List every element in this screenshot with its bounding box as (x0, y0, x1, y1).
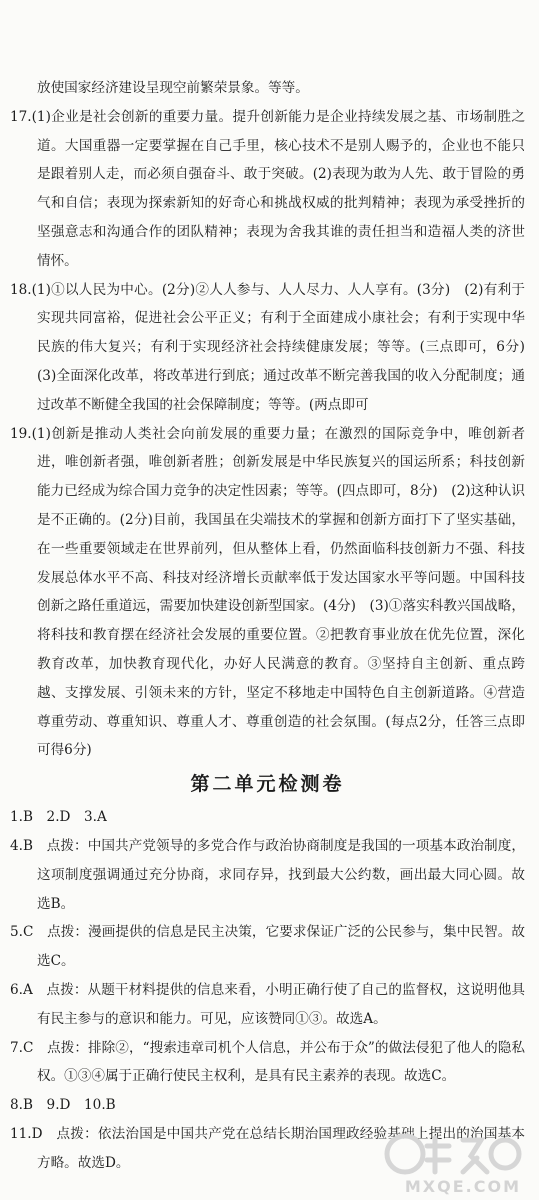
answers-8-10: 8.B 9.D 10.B (10, 1097, 116, 1114)
answers-1-3: 1.B 2.D 3.A (10, 809, 107, 826)
q5-answer: 5.C 点拨：漫画提供的信息是民主决策，它要求保证广泛的公民参与，集中民智。故选C。 (10, 924, 525, 970)
q16-answer-tail: 放使国家经济建设呈现空前繁荣景象。等等。 (37, 80, 309, 96)
q4-answer: 4.B 点拨：中国共产党领导的多党合作与政治协商制度是我国的一项基本政治制度，这项制度强调通过充分协商，求同存异，找到最大公约数，画出最大同心圆。故选B。 (10, 837, 525, 912)
unit2-test-heading: 第二单元检测卷 (190, 773, 345, 796)
watermark-site-url: MXQE.COM (404, 1177, 521, 1196)
q7-answer: 7.C 点拨：排除②，“搜索违章司机个人信息，并公布于众”的做法侵犯了他人的隐私权。①③④属于正确行使民主权利，是具有民主素养的表现。故选C。 (10, 1039, 525, 1085)
q17-answer: 17.(1)企业是社会创新的重要力量。提升创新能力是企业持续发展之基、市场制胜之道。大国重器一定要掌握在自己手里，核心技术不是别人赐予的，企业也不能只是跟着别人走，而必须自强奋斗、敢于突破。(2)表现为敢为人先、敢于冒险的勇气和自信；表现为探索新知的好奇心和挑战权威的批判精神；表现为承受挫折的坚强意志和沟通合作的团队精神；表现为舍我其谁的责任担当和造福人类的济世情怀。 (10, 108, 525, 269)
q18-answer: 18.(1)①以人民为中心。(2分)②人人参与、人人尽力、人人享有。(3分) (2)有利于实现共同富裕，促进社会公平正义；有利于全面建成小康社会；有利于实现中华民族的伟大复兴；有利于实现经济社会持续健康发展；等等。(三点即可，6分) (3)全面深化改革，将改革进行到底；通过改革不断完善我国的收入分配制度；通过改革不断健全我国的社会保障制度；等等。(两点即可 (10, 281, 539, 413)
q19-answer: 19.(1)创新是推动人类社会向前发展的重要力量；在激烈的国际竞争中，唯创新者进，唯创新者强，唯创新者胜；创新发展是中华民族复兴的国运所系；科技创新能力已经成为综合国力竞争的决定性因素；等等。(四点即可，8分) (2)这种认识是不正确的。(2分)目前，我国虽在尖端技术的掌握和创新方面打下了坚实基础，在一些重要领域走在世界前列，但从整体上看，仍然面临科技创新力不强、科技发展总体水平不高、科技对经济增长贡献率低于发达国家水平等问题。中国科技创新之路任重道远，需要加快建设创新型国家。(4分) (3)①落实科教兴国战略，将科技和教育摆在经济社会发展的重要位置。②把教育事业放在优先位置，深化教育改革，加快教育现代化，办好人民满意的教育。③坚持自主创新、重点跨越、支撑发展、引领未来的方针，坚定不移地走中国特色自主创新道路。④营造尊重劳动、尊重知识、尊重人才、尊重创造的社会氛围。(每点2分，任答三点即可得6分) (10, 425, 525, 759)
q6-answer: 6.A 点拨：从题干材料提供的信息来看，小明正确行使了自己的监督权，这说明他具有民主参与的意识和能力。可见，应该赞同①③。故选A。 (10, 981, 525, 1027)
q11-answer: 11.D 点拨：依法治国是中国共产党在总结长期治国理政经验基础上提出的治国基本方略。故选D。 (10, 1125, 525, 1171)
